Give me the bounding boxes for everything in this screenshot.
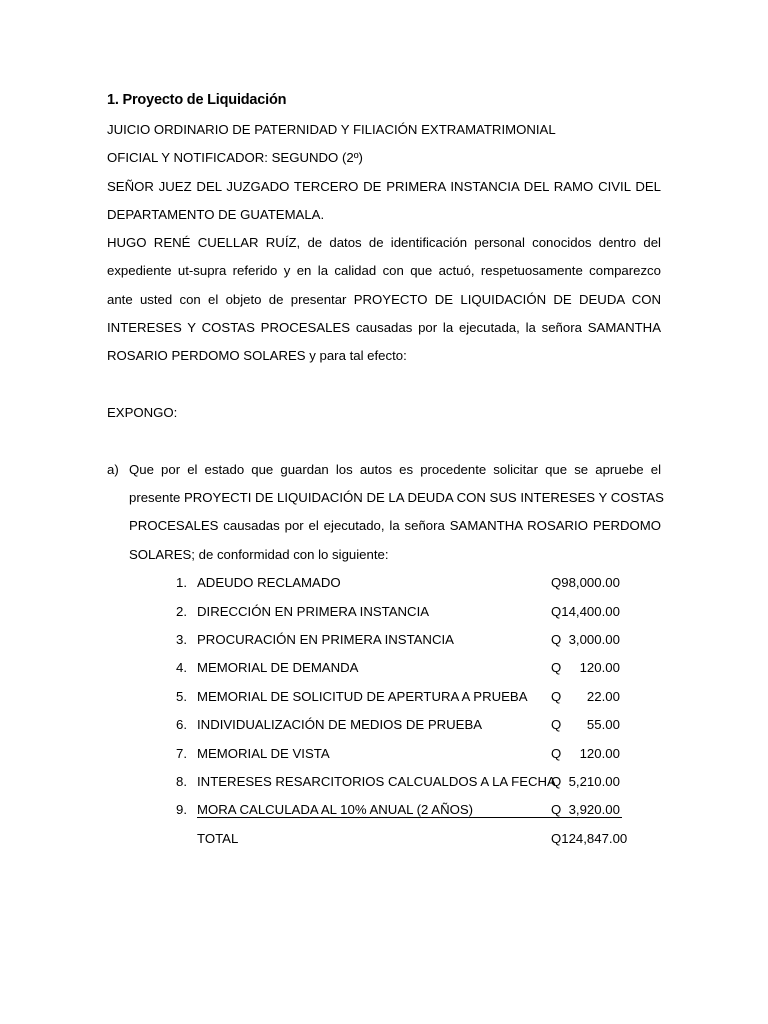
- row-description: MEMORIAL DE VISTA: [197, 746, 330, 761]
- row-amount: Q 55.00: [551, 717, 620, 732]
- row-amount: Q 5,210.00: [551, 774, 620, 789]
- row-description: MORA CALCULADA AL 10% ANUAL (2 AÑOS): [197, 802, 474, 817]
- row-number: 1.: [176, 575, 187, 590]
- case-type-line: JUICIO ORDINARIO DE PATERNIDAD Y FILIACIÓN EXTRAMATRIMONIAL: [107, 122, 556, 137]
- row-amount: Q 3,000.00: [551, 632, 620, 647]
- row-number: 5.: [176, 689, 187, 704]
- row-description: PROCURACIÓN EN PRIMERA INSTANCIA: [197, 632, 454, 647]
- expongo-heading: EXPONGO:: [107, 405, 178, 420]
- row-number: 8.: [176, 774, 187, 789]
- table-row: [0, 688, 768, 706]
- row-amount: Q14,400.00: [551, 604, 620, 619]
- item-a-line-2: presente PROYECTI DE LIQUIDACIÓN DE LA DEUDA CON SUS INTERESES Y COSTAS: [129, 490, 664, 505]
- officer-line: OFICIAL Y NOTIFICADOR: SEGUNDO (2º): [107, 150, 363, 165]
- row-number: 2.: [176, 604, 187, 619]
- row-amount: Q98,000.00: [551, 575, 620, 590]
- body-line-4: INTERESES Y COSTAS PROCESALES causadas por la ejecutada, la señora SAMANTHA: [107, 320, 661, 335]
- body-line-2: expediente ut-supra referido y en la calidad con que actuó, respetuosamente comparezco: [107, 263, 661, 278]
- addressee-line-2: DEPARTAMENTO DE GUATEMALA.: [107, 207, 325, 222]
- row-description: MEMORIAL DE SOLICITUD DE APERTURA A PRUEBA: [197, 689, 528, 704]
- table-row: [0, 716, 768, 734]
- row-amount: Q 22.00: [551, 689, 620, 704]
- item-a-line-4: SOLARES; de conformidad con lo siguiente:: [129, 547, 389, 562]
- table-row: [0, 773, 768, 791]
- table-row: [0, 574, 768, 592]
- row-amount: Q 120.00: [551, 746, 620, 761]
- table-row: [0, 659, 768, 677]
- total-label: TOTAL: [197, 831, 239, 846]
- row-number: 7.: [176, 746, 187, 761]
- item-a-line-1: Que por el estado que guardan los autos es procedente solicitar que se apruebe el: [129, 462, 661, 477]
- row-description: INTERESES RESARCITORIOS CALCUALDOS A LA FECHA: [197, 774, 556, 789]
- row-description: ADEUDO RECLAMADO: [197, 575, 341, 590]
- table-row: [0, 745, 768, 763]
- total-row: [0, 830, 768, 848]
- body-line-3: ante usted con el objeto de presentar PROYECTO DE LIQUIDACIÓN DE DEUDA CON: [107, 292, 661, 307]
- section-heading: 1. Proyecto de Liquidación: [107, 92, 287, 108]
- table-row: [0, 631, 768, 649]
- total-underline-rule: [197, 817, 622, 818]
- row-number: 9.: [176, 802, 187, 817]
- row-description: MEMORIAL DE DEMANDA: [197, 660, 359, 675]
- item-a-line-3: PROCESALES causadas por el ejecutado, la señora SAMANTHA ROSARIO PERDOMO: [129, 518, 661, 533]
- table-row: [0, 603, 768, 621]
- row-number: 3.: [176, 632, 187, 647]
- addressee-line-1: SEÑOR JUEZ DEL JUZGADO TERCERO DE PRIMERA INSTANCIA DEL RAMO CIVIL DEL: [107, 179, 661, 194]
- row-amount: Q 3,920.00: [551, 802, 620, 817]
- row-description: INDIVIDUALIZACIÓN DE MEDIOS DE PRUEBA: [197, 717, 483, 732]
- row-description: DIRECCIÓN EN PRIMERA INSTANCIA: [197, 604, 430, 619]
- body-line-5: ROSARIO PERDOMO SOLARES y para tal efecto:: [107, 348, 407, 363]
- row-amount: Q 120.00: [551, 660, 620, 675]
- row-number: 4.: [176, 660, 187, 675]
- body-line-1: HUGO RENÉ CUELLAR RUÍZ, de datos de identificación personal conocidos dentro del: [107, 235, 661, 250]
- total-amount: Q124,847.00: [551, 831, 628, 846]
- item-a-marker: a): [107, 462, 119, 477]
- row-number: 6.: [176, 717, 187, 732]
